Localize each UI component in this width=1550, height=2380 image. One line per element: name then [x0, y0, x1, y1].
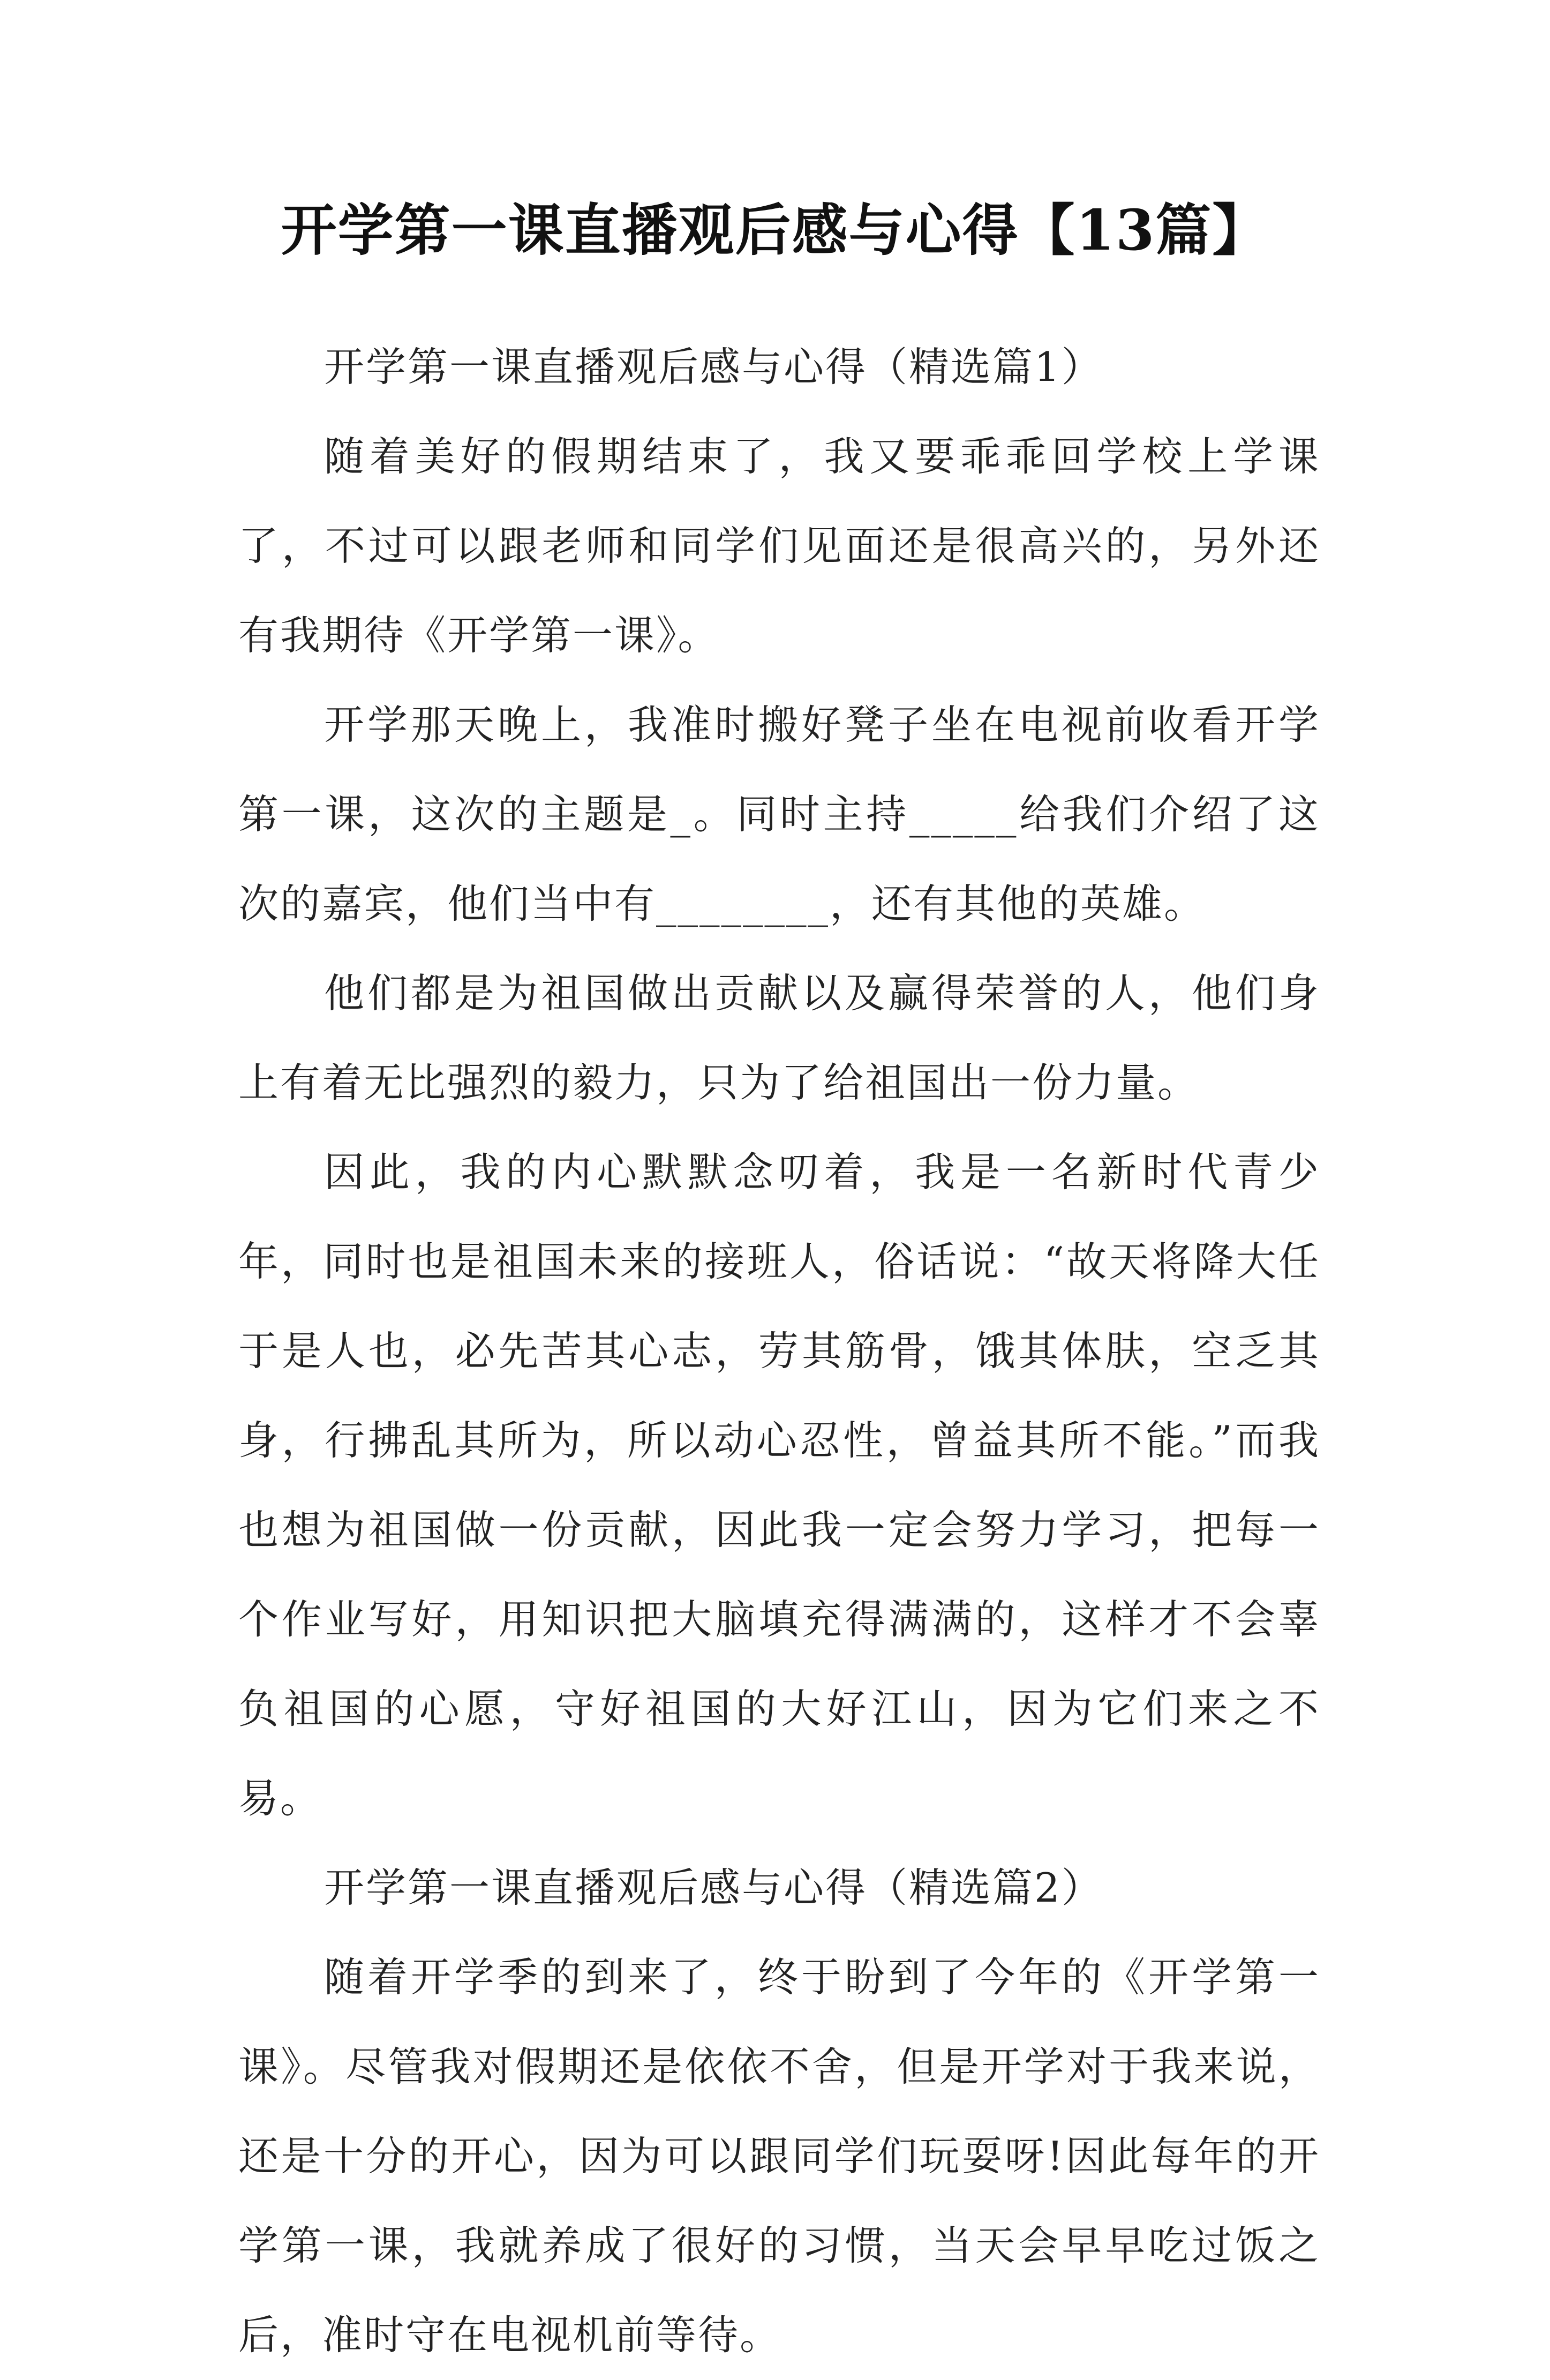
paragraph: 随着开学季的到来了，终于盼到了今年的《开学第一课》。尽管我对假期还是依依不舍，但是开学对于我来说，还是十分的开心，因为可以跟同学们玩耍呀!因此每年的开学第一课，我就养成了很好的习惯，当天会早早吃过饭之后，准时守在电视机前等待。 — [238, 1954, 1320, 2359]
document-body — [238, 322, 1320, 2380]
paragraph: 他们都是为祖国做出贡献以及赢得荣誉的人，他们身上有着无比强烈的毅力，只为了给祖国出一份力量。 — [238, 970, 1320, 1106]
section-heading-1: 开学第一课直播观后感与心得（精选篇1） — [324, 343, 1103, 391]
paragraph: 因此，我的内心默默念叨着，我是一名新时代青少年，同时也是祖国未来的接班人，俗话说：“故天将降大任于是人也，必先苦其心志，劳其筋骨，饿其体肤，空乏其身，行拂乱其所为，所以动心忍性，曾益其所不能。”而我也想为祖国做一份贡献，因此我一定会努力学习，把每一个作业写好，用知识把大脑填充得满满的，这样才不会辜负祖国的心愿，守好祖国的大好江山，因为它们来之不易。 — [238, 1148, 1320, 1822]
paragraph: 开学那天晚上，我准时搬好凳子坐在电视前收看开学第一课，这次的主题是_。同时主持_____给我们介绍了这次的嘉宾，他们当中有________，还有其他的英雄。 — [238, 701, 1320, 927]
paragraph: 随着美好的假期结束了，我又要乖乖回学校上学课了，不过可以跟老师和同学们见面还是很高兴的，另外还有我期待《开学第一课》。 — [238, 433, 1320, 659]
document-title: 开学第一课直播观后感与心得【13篇】 — [281, 197, 1269, 263]
section-heading-2: 开学第一课直播观后感与心得（精选篇2） — [324, 1864, 1103, 1911]
